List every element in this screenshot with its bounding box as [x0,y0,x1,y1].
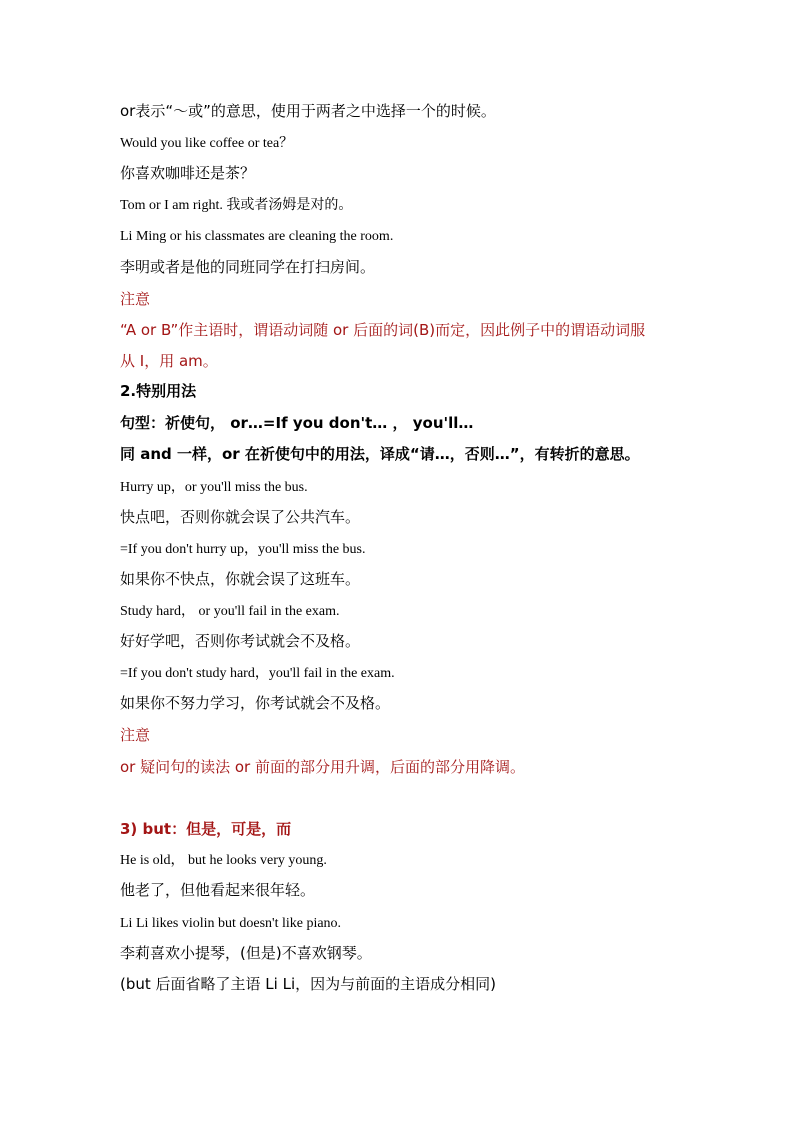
or-definition-text: or表示“～或”的意思，使用于两者之中选择一个的时候。 [120,102,496,120]
example-translation-zh: 好好学吧，否则你考试就会不及格。 [120,632,361,650]
example-sentence-en: Li Ming or his classmates are cleaning the room. [120,229,394,244]
sentence-pattern: 句型：祈使句， or…=If you don't… ， you'll… [120,414,474,432]
example-translation-zh: 如果你不快点，你就会误了这班车。 [120,570,361,588]
example-sentence-en: =If you don't study hard，you'll fail in the exam. [120,666,395,681]
example-sentence-en: Would you like coffee or tea？ [120,136,294,151]
example-sentence-en: =If you don't hurry up，you'll miss the bus. [120,542,366,557]
note-heading: 注意 [120,726,151,744]
note-heading: 注意 [120,290,151,308]
example-sentence-en: Hurry up，or you'll miss the bus. [120,480,308,495]
example-translation-zh: 如果你不努力学习，你考试就会不及格。 [120,694,391,712]
example-sentence-en: Study hard， or you'll fail in the exam. [120,604,340,619]
example-sentence-en: Tom or I am right. 我或者汤姆是对的。 [120,198,353,213]
example-sentence-en: Li Li likes violin but doesn't like piano. [120,916,342,931]
section-heading: 2.特别用法 [120,382,197,400]
example-sentence-en: He is old， but he looks very young. [120,853,327,868]
example-translation-zh: 快点吧，否则你就会误了公共汽车。 [120,508,361,526]
usage-explanation: 同 and 一样，or 在祈使句中的用法，译成“请…，否则…”，有转折的意思。 [120,445,640,463]
grammar-note: (but 后面省略了主语 Li Li，因为与前面的主语成分相同) [120,975,496,993]
example-translation-zh: 他老了，但他看起来很年轻。 [120,881,316,899]
example-translation-zh: 李明或者是他的同班同学在打扫房间。 [120,258,376,276]
note-text: 从 I，用 am。 [120,352,218,370]
example-translation-zh: 李莉喜欢小提琴，(但是)不喜欢钢琴。 [120,944,372,962]
example-translation-zh: 你喜欢咖啡还是茶？ [120,164,256,182]
note-text: or 疑问句的读法 or 前面的部分用升调，后面的部分用降调。 [120,758,525,776]
note-text: “A or B”作主语时，谓语动词随 or 后面的词(B)而定，因此例子中的谓语动词服 [120,321,646,339]
section-heading: 3) but：但是，可是，而 [120,820,292,838]
